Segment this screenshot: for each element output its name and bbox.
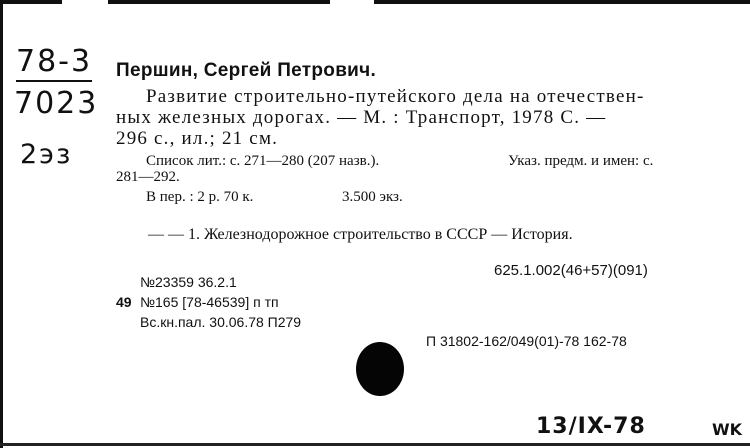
index-number-49: 49 [116, 294, 132, 310]
left-border [0, 0, 3, 448]
date-stamp: 13/IX-78 [536, 414, 646, 439]
title-line-2: ных железных дорогах. — М. : Транспорт, 1978 С. — [116, 107, 607, 128]
registry-code: №23359 36.2.1 [140, 274, 237, 290]
handwritten-shelfmark-3: 2эз [20, 139, 73, 170]
author-name: Першин, Сергей Петрович. [116, 60, 377, 81]
print-run: 3.500 экз. [342, 189, 403, 205]
book-chamber-code: Вс.кн.пал. 30.06.78 П279 [140, 314, 302, 330]
handwritten-shelfmark-2: 7023 [14, 86, 99, 121]
index-note: Указ. предм. и имен: с. [508, 153, 654, 169]
bottom-border [0, 443, 750, 446]
bibliography-note: Список лит.: с. 271—280 (207 назв.). [146, 153, 380, 169]
udc-classification: 625.1.002(46+57)(091) [494, 262, 648, 279]
handwritten-shelfmark-1: 78-3 [16, 46, 92, 82]
top-border-gap [330, 0, 374, 4]
corner-stamp: WK [712, 420, 743, 439]
title-line-3: 296 с., ил.; 21 см. [116, 128, 279, 149]
ink-blot [356, 342, 404, 396]
title-line-1: Развитие строительно-путейского дела на отечествен- [146, 86, 645, 107]
top-border [0, 0, 750, 4]
card-number: №165 [78-46539] п тп [140, 294, 279, 310]
publisher-code: П 31802-162/049(01)-78 162-78 [426, 333, 627, 349]
price: В пер. : 2 р. 70 к. [146, 189, 254, 205]
index-pages: 281—292. [116, 169, 180, 185]
subject-heading: — — 1. Железнодорожное строительство в СССР — История. [148, 226, 573, 243]
top-border-gap [62, 0, 108, 4]
